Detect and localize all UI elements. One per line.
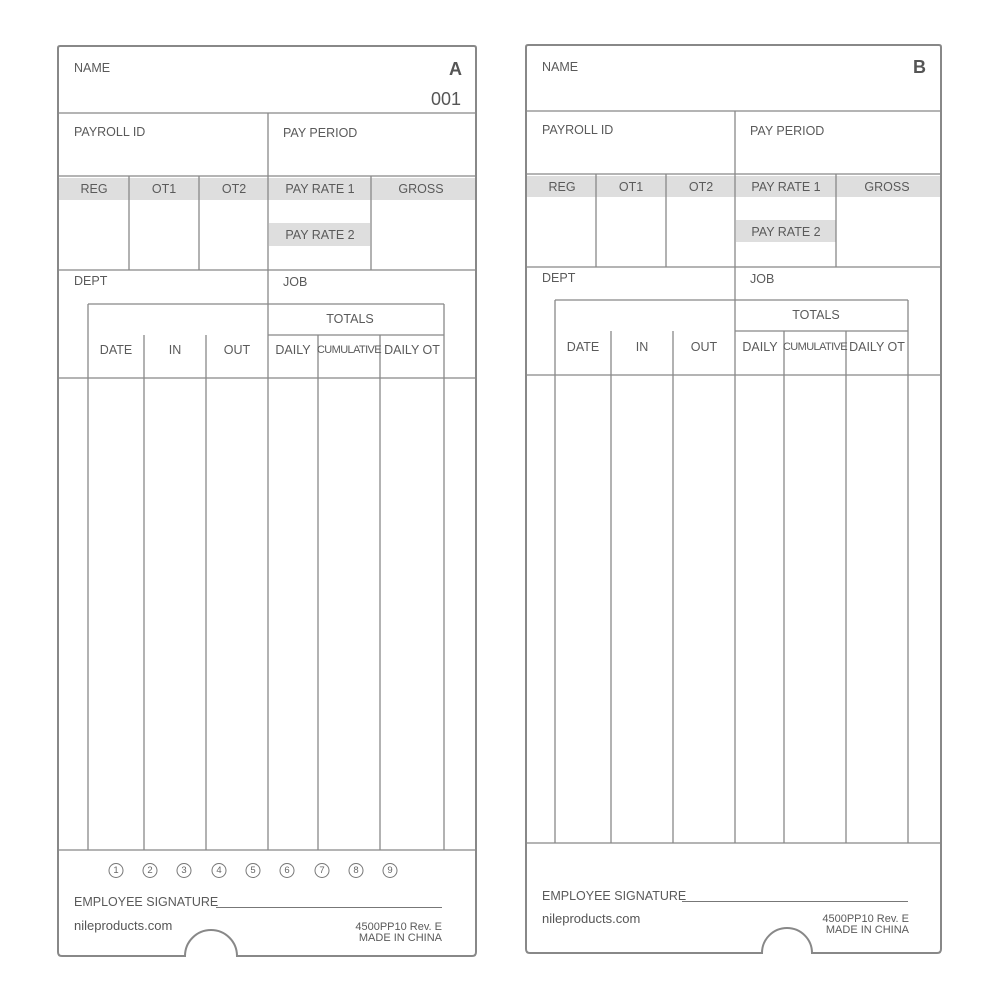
ot1-label: OT1 <box>151 182 177 196</box>
circled-number-4: 4 <box>212 863 227 878</box>
website-text: nileproducts.com <box>74 918 173 933</box>
circled-number-6: 6 <box>280 863 295 878</box>
ot2-label: OT2 <box>221 182 247 196</box>
pay-period-label: PAY PERIOD <box>283 126 358 140</box>
out-column-header: OUT <box>690 340 718 354</box>
signature-line[interactable] <box>682 901 908 902</box>
card-letter: B <box>913 57 926 77</box>
date-column-header: DATE <box>566 340 600 354</box>
in-column-header: IN <box>635 340 649 354</box>
card-letter: A <box>449 59 462 79</box>
pay-rate-1-label: PAY RATE 1 <box>751 180 821 194</box>
employee-signature-label: EMPLOYEE SIGNATURE <box>542 889 687 903</box>
payroll-id-label: PAYROLL ID <box>542 123 614 137</box>
daily-ot-column-header: DAILY OT <box>384 343 440 357</box>
form-code: 4500PP10 Rev. E <box>355 921 442 933</box>
in-column-header: IN <box>168 343 182 357</box>
daily-column-header: DAILY <box>742 340 778 354</box>
reg-label: REG <box>80 182 108 196</box>
cumulative-column-header: CUMULATIVE <box>782 341 848 353</box>
gross-label: GROSS <box>398 182 444 196</box>
dept-label: DEPT <box>74 274 108 288</box>
pay-rate-1-label: PAY RATE 1 <box>285 182 355 196</box>
date-column-header: DATE <box>99 343 133 357</box>
ot2-label: OT2 <box>688 180 714 194</box>
time-card-a <box>58 46 476 962</box>
signature-line[interactable] <box>216 907 442 908</box>
made-in-text: MADE IN CHINA <box>825 924 909 936</box>
dept-label: DEPT <box>542 271 576 285</box>
card-serial-number: 001 <box>431 89 462 109</box>
daily-column-header: DAILY <box>275 343 311 357</box>
form-code: 4500PP10 Rev. E <box>822 913 909 925</box>
circled-number-1: 1 <box>109 863 124 878</box>
pay-rate-2-label: PAY RATE 2 <box>751 225 821 239</box>
reg-label: REG <box>548 180 576 194</box>
time-card-b <box>526 45 941 959</box>
job-label: JOB <box>750 272 775 286</box>
circled-number-5: 5 <box>246 863 261 878</box>
gross-label: GROSS <box>864 180 910 194</box>
circled-number-8: 8 <box>349 863 364 878</box>
name-label: NAME <box>542 60 579 74</box>
circled-number-7: 7 <box>315 863 330 878</box>
circled-number-2: 2 <box>143 863 158 878</box>
cumulative-column-header: CUMULATIVE <box>316 344 382 356</box>
totals-label: TOTALS <box>326 312 374 326</box>
payroll-id-label: PAYROLL ID <box>74 125 146 139</box>
out-column-header: OUT <box>223 343 251 357</box>
job-label: JOB <box>283 275 308 289</box>
totals-label: TOTALS <box>792 308 840 322</box>
pay-rate-2-label: PAY RATE 2 <box>285 228 355 242</box>
ot1-label: OT1 <box>618 180 644 194</box>
made-in-text: MADE IN CHINA <box>358 932 442 944</box>
circled-number-9: 9 <box>383 863 398 878</box>
name-label: NAME <box>74 61 111 75</box>
pay-period-label: PAY PERIOD <box>750 124 825 138</box>
website-text: nileproducts.com <box>542 911 641 926</box>
daily-ot-column-header: DAILY OT <box>849 340 905 354</box>
circled-number-3: 3 <box>177 863 192 878</box>
employee-signature-label: EMPLOYEE SIGNATURE <box>74 895 219 909</box>
